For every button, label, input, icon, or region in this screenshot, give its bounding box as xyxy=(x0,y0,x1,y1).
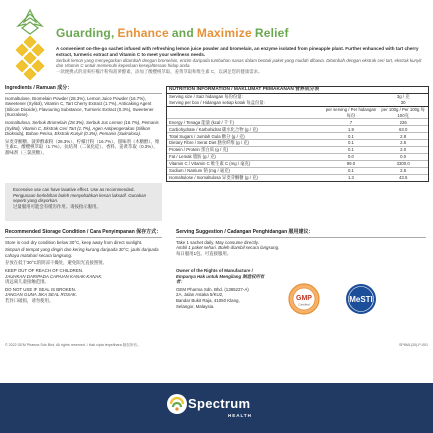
suggestion-chinese: 每日服用1包。可直接服用。 xyxy=(176,250,232,256)
nutrient-per-100g: 2.5 xyxy=(378,140,428,147)
owner-line: GEM Pharma Sdn. Bhd. (1385227-A) xyxy=(176,286,249,292)
seal-english: DO NOT USE IF SEAL IS BROKEN. xyxy=(5,286,76,292)
keep-away-chinese: 请远离儿童接触范围。 xyxy=(5,279,49,285)
owner-heading-english: Owner of the Rights of Manufacture / xyxy=(176,268,253,273)
seal-chinese: 若封口破损，请勿使用。 xyxy=(5,297,54,303)
title-initial: M xyxy=(196,26,208,40)
title-initial: G xyxy=(56,26,66,40)
nutrient-per-serving: 7 xyxy=(324,119,379,126)
serving-size-value: 3g / 克 xyxy=(396,94,410,100)
storage-english: Store in cool dry condition below 30°C, keep away from direct sunlight. xyxy=(5,239,143,245)
warning-chinese: 过量服用可能会有缓泻作用。请按指示服用。 xyxy=(13,203,101,209)
nutrient-per-serving: 0.1 xyxy=(324,147,379,154)
spectrum-logo-icon xyxy=(166,393,188,415)
nutrition-table xyxy=(166,86,429,182)
mesti-badge xyxy=(336,283,386,315)
nutrient-per-100g: 63.0 xyxy=(378,126,428,133)
nutrient-per-serving: 1.3 xyxy=(324,175,379,181)
nutrition-row xyxy=(167,154,428,161)
intro-block xyxy=(56,46,426,74)
nutrient-per-serving: 0.1 xyxy=(324,133,379,140)
servings-value: 30 xyxy=(400,100,406,106)
title-initial: R xyxy=(254,26,264,40)
keep-away-english: KEEP OUT OF REACH OF CHILDREN. xyxy=(5,267,84,273)
nutrient-name: Vitamin C / Vitamin C 维生素 C (mg / 毫克) xyxy=(167,161,324,168)
ingredients-heading: Ingredients / Ramuan 成分： xyxy=(5,86,162,94)
nutrient-per-100g: 2.0 xyxy=(378,147,428,154)
ingredients-chinese: 异麦芽酮糖、菠萝酵素粉（28.3%）、柠檬汁粉（16.7%）、甜味剂（木糖醇）、维生素C、酸樱桃萃取（1.7%）、抗结剂（二氧化硅）、香料、姜黄萃取（0.3%）、甜味剂（三氯蔗糖）。 xyxy=(5,138,160,155)
nutrient-per-100g: 3300.0 xyxy=(378,161,428,168)
col-per-100g: per 100g / Per 100g 每100克 xyxy=(378,106,428,118)
storage-malay: Simpan di tempat yang dingin dan kering kurang daripada 30°C, jauhi daripada cahaya matahari secara langsung. xyxy=(5,247,159,258)
title-initial: E xyxy=(117,26,126,40)
suggestion-english: Take 1 sachet daily. May consume directly. xyxy=(176,239,259,245)
nutrient-name: Fat / Lemak 脂肪 (g / 克) xyxy=(167,154,324,161)
nutrition-row xyxy=(167,168,428,175)
owner-line: Selangor, Malaysia. xyxy=(176,303,215,309)
nutrient-per-100g: 0.0 xyxy=(378,154,428,161)
nutrient-per-100g: 226 xyxy=(378,119,428,126)
suggestion-malay: Ambil 1 paket sehari. Boleh diambil secara langsung. xyxy=(176,245,280,251)
nutrition-row xyxy=(167,126,428,133)
nutrient-name: Sodium / Natrium 钠 (mg / 毫克) xyxy=(167,168,324,175)
nutrition-heading: NUTRITION INFORMATION / MAKLUMAT PEMAKANAN 营养成分表 xyxy=(167,87,428,93)
nutrient-name: Dietary Fibre / Serat Diet 膳食纤维 (g / 克) xyxy=(167,140,324,147)
nutrient-per-serving: 0.0 xyxy=(324,154,379,161)
ingredients-english: Isomaltulose, Bromelain Powder (28.3%), Lemon Juice Powder (16.7%), Sweetener (Xylitol), Vitamin C, Tart Cherry Extract (1.7%), Anticaking Agent (Silicon Dioxide), Flavouring Substance, Turmeric Extract (0.3%), Sweetener (Sucralose). xyxy=(5,95,154,118)
nutrition-row xyxy=(167,140,428,147)
nutrient-per-serving: 99.0 xyxy=(324,161,379,168)
owner-heading-malay: Empunya Hak untuk Mengilang 制造权所有者： xyxy=(176,273,265,285)
product-code: SP8ML(30)-P-001 xyxy=(399,343,428,347)
suggestion-heading: Serving Suggestion / Cadangan Penghidangan 服用建议： xyxy=(176,230,426,238)
nutrition-row xyxy=(167,119,428,126)
col-per-serving: per serving / Per hidangan 每份 xyxy=(324,106,379,118)
nutrient-per-serving: 0.1 xyxy=(324,168,379,175)
title-word: aximize xyxy=(207,26,252,40)
warning-english: Excessive use can have laxative effect. Use as recommended. xyxy=(13,187,135,192)
nutrient-per-100g: 2.8 xyxy=(378,133,428,140)
nutrition-row xyxy=(167,133,428,140)
nutrient-name: Protein / Protein 蛋白质 (g / 克) xyxy=(167,147,324,154)
gmp-badge xyxy=(288,283,320,315)
title-word: uarding, xyxy=(65,26,115,40)
mesti-text: MeSTI xyxy=(349,295,373,304)
copyright-notice: © 2022 GEM Pharma Sdn Bhd. All rights reserved. / Hak cipta terpelihara 版权所有。 xyxy=(5,343,141,347)
nutrition-row xyxy=(167,175,428,181)
storage-chinese: 存放在低于30°C的阴凉干燥处，避免阳光直接照射。 xyxy=(5,260,108,266)
nutrient-name: Total Sugars / Jumlah Gula 糖分 (g / 克) xyxy=(167,133,324,140)
nutrient-per-100g: 2.5 xyxy=(378,168,428,175)
pineapple-logo xyxy=(8,8,52,86)
storage-heading: Recommended Storage Condition / Cara Penyimpanan 保存方式： xyxy=(5,230,162,238)
nutrient-name: Isomaltulose / Isomaltulosa 异麦芽酮糖 (g / 克) xyxy=(167,175,324,181)
seal-malay: JANGAN GUNA JIKA SEAL ROSAK. xyxy=(5,292,78,298)
intro-malay: Serbuk lemon yang menyegarkan ditambah dengan bromelain, enzim daripada tumbuhan nanas dalam bentuk paket yang mudah dibawa. Ditambah dengan ekstrak ceri tart, ekstrak kunyit dan Vitamin C untuk memenuhi keperluan kesejahteraan hidup anda. xyxy=(56,57,422,69)
ingredients-section xyxy=(5,86,162,158)
servings-label: Serving per box / Hidangan setiap kotak 每盒份量： xyxy=(169,100,268,106)
owner-line: 2A, Jalan Astaka 5/KU2, xyxy=(176,292,224,298)
nutrient-name: Carbohydrate / Karbohidrat 碳水化合物 (g / 克) xyxy=(167,126,324,133)
gmp-sub-text: Certified xyxy=(298,302,310,307)
nutrient-per-100g: 43.5 xyxy=(378,175,428,181)
owner-line: Bandar Bukit Raja, 41050 Klang, xyxy=(176,297,240,303)
title-word: nhance xyxy=(125,26,169,40)
nutrition-row xyxy=(167,161,428,168)
nutrient-per-serving: 1.9 xyxy=(324,126,379,133)
page-title xyxy=(56,26,426,40)
intro-english: A convenient on-the-go sachet infused with refreshing lemon juice powder and bromelain, an enzyme isolated from pineapple plant. Further enhanced with tart cherry extract, turmeric extract and Vitamin C to meet your wellness needs. xyxy=(56,46,419,57)
title-word: and xyxy=(171,26,194,40)
nutrition-row xyxy=(167,147,428,154)
title-word: elief xyxy=(263,26,289,40)
nutrient-name: Energy / Tenaga 能量 (kcal / 千卡) xyxy=(167,119,324,126)
nutrient-per-serving: 0.1 xyxy=(324,140,379,147)
laxative-warning xyxy=(5,183,162,221)
brand-subtitle: HEALTH xyxy=(228,413,252,418)
brand-name: Spectrum xyxy=(188,396,251,411)
serving-size-label: Serving size / Saiz hidangan 每份份量： xyxy=(169,94,246,100)
serving-suggestion xyxy=(176,230,426,256)
ingredients-malay: Isomaltulosa, Serbuk Bromelain (28.3%), Serbuk Jus Lemon (16.7%), Pemanis (Xylitol), Vitamin C, Ekstrak Ceri Tart (1.7%), Agen Antipengerakan (Silikon Dioksida), Bahan Perisa, Ekstrak Kunyit (0.3%), Pemanis (Sukralosa). xyxy=(5,119,159,137)
warning-malay: Pengunaan berlebihan boleh menyebabkan kesan laksatif. Gunakan seperti yang disyorkan. xyxy=(13,192,147,204)
keep-away-malay: JAUHKAN DARIPADA CAPAIAN KANAK-KANAK. xyxy=(5,273,103,279)
gmp-text: GMP xyxy=(296,295,312,302)
storage-section xyxy=(5,230,162,304)
manufacturer-info xyxy=(176,268,266,309)
intro-chinese: 一款便携式的清爽柠檬汁粉和菠萝酵素，添加了酸樱桃萃取、姜黄萃取和维生素 C，以满足您的健康需求。 xyxy=(56,68,263,74)
